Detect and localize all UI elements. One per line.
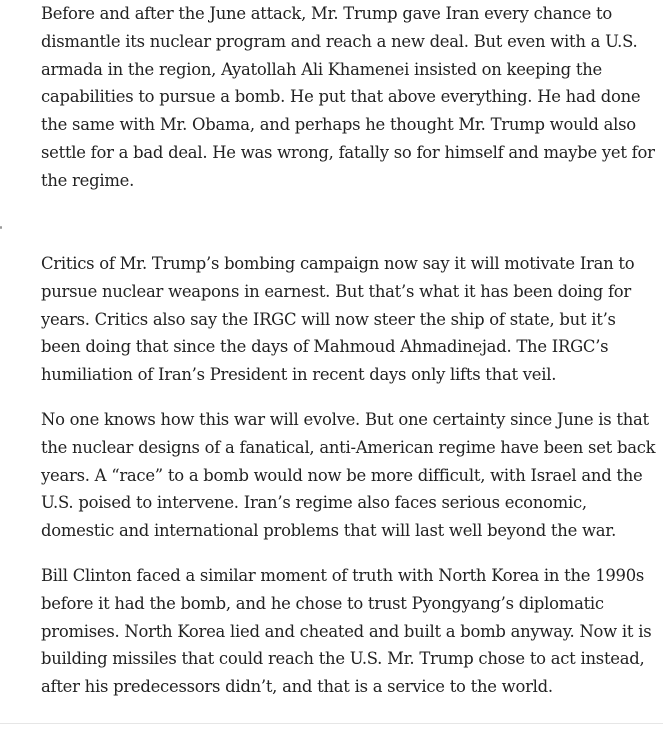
article-paragraph: Before and after the June attack, Mr. Trump gave Iran every chance to dismantle its nuclear program and reach a new deal. But even with a U.S. armada in the region, Ayatollah Ali Khamenei insisted on keeping the capabilities to pursue a bomb. He put that above everything. He had done the same with Mr. Obama, and perhaps he thought Mr. Trump would also settle for a bad deal. He was wrong, fatally so for himself and maybe yet for the regime. — [41, 4, 655, 190]
edge-marker — [0, 226, 2, 229]
article-paragraph: Bill Clinton faced a similar moment of truth with North Korea in the 1990s before it had the bomb, and he chose to trust Pyongyang’s diplomatic promises. North Korea lied and cheated and built a bomb anyway. Now it is building missiles that could reach the U.S. Mr. Trump chose to act instead, after his predecessors didn’t, and that is a service to the world. — [41, 566, 652, 697]
article-paragraph: No one knows how this war will evolve. But one certainty since June is that the nuclear designs of a fanatical, anti-American regime have been set back years. A “race” to a bomb would now be more difficult, with Israel and the U.S. poised to intervene. Iran’s regime also faces serious economic, domestic and international problems that will last well beyond the war. — [41, 410, 656, 541]
section-divider — [0, 723, 663, 724]
article-paragraph: Critics of Mr. Trump’s bombing campaign now say it will motivate Iran to pursue nuclear weapons in earnest. But that’s what it has been doing for years. Critics also say the IRGC will now steer the ship of state, but it’s been doing that since the days of Mahmoud Ahmadinejad. The IRGC’s humiliation of Iran’s President in recent days only lifts that veil. — [41, 254, 635, 385]
